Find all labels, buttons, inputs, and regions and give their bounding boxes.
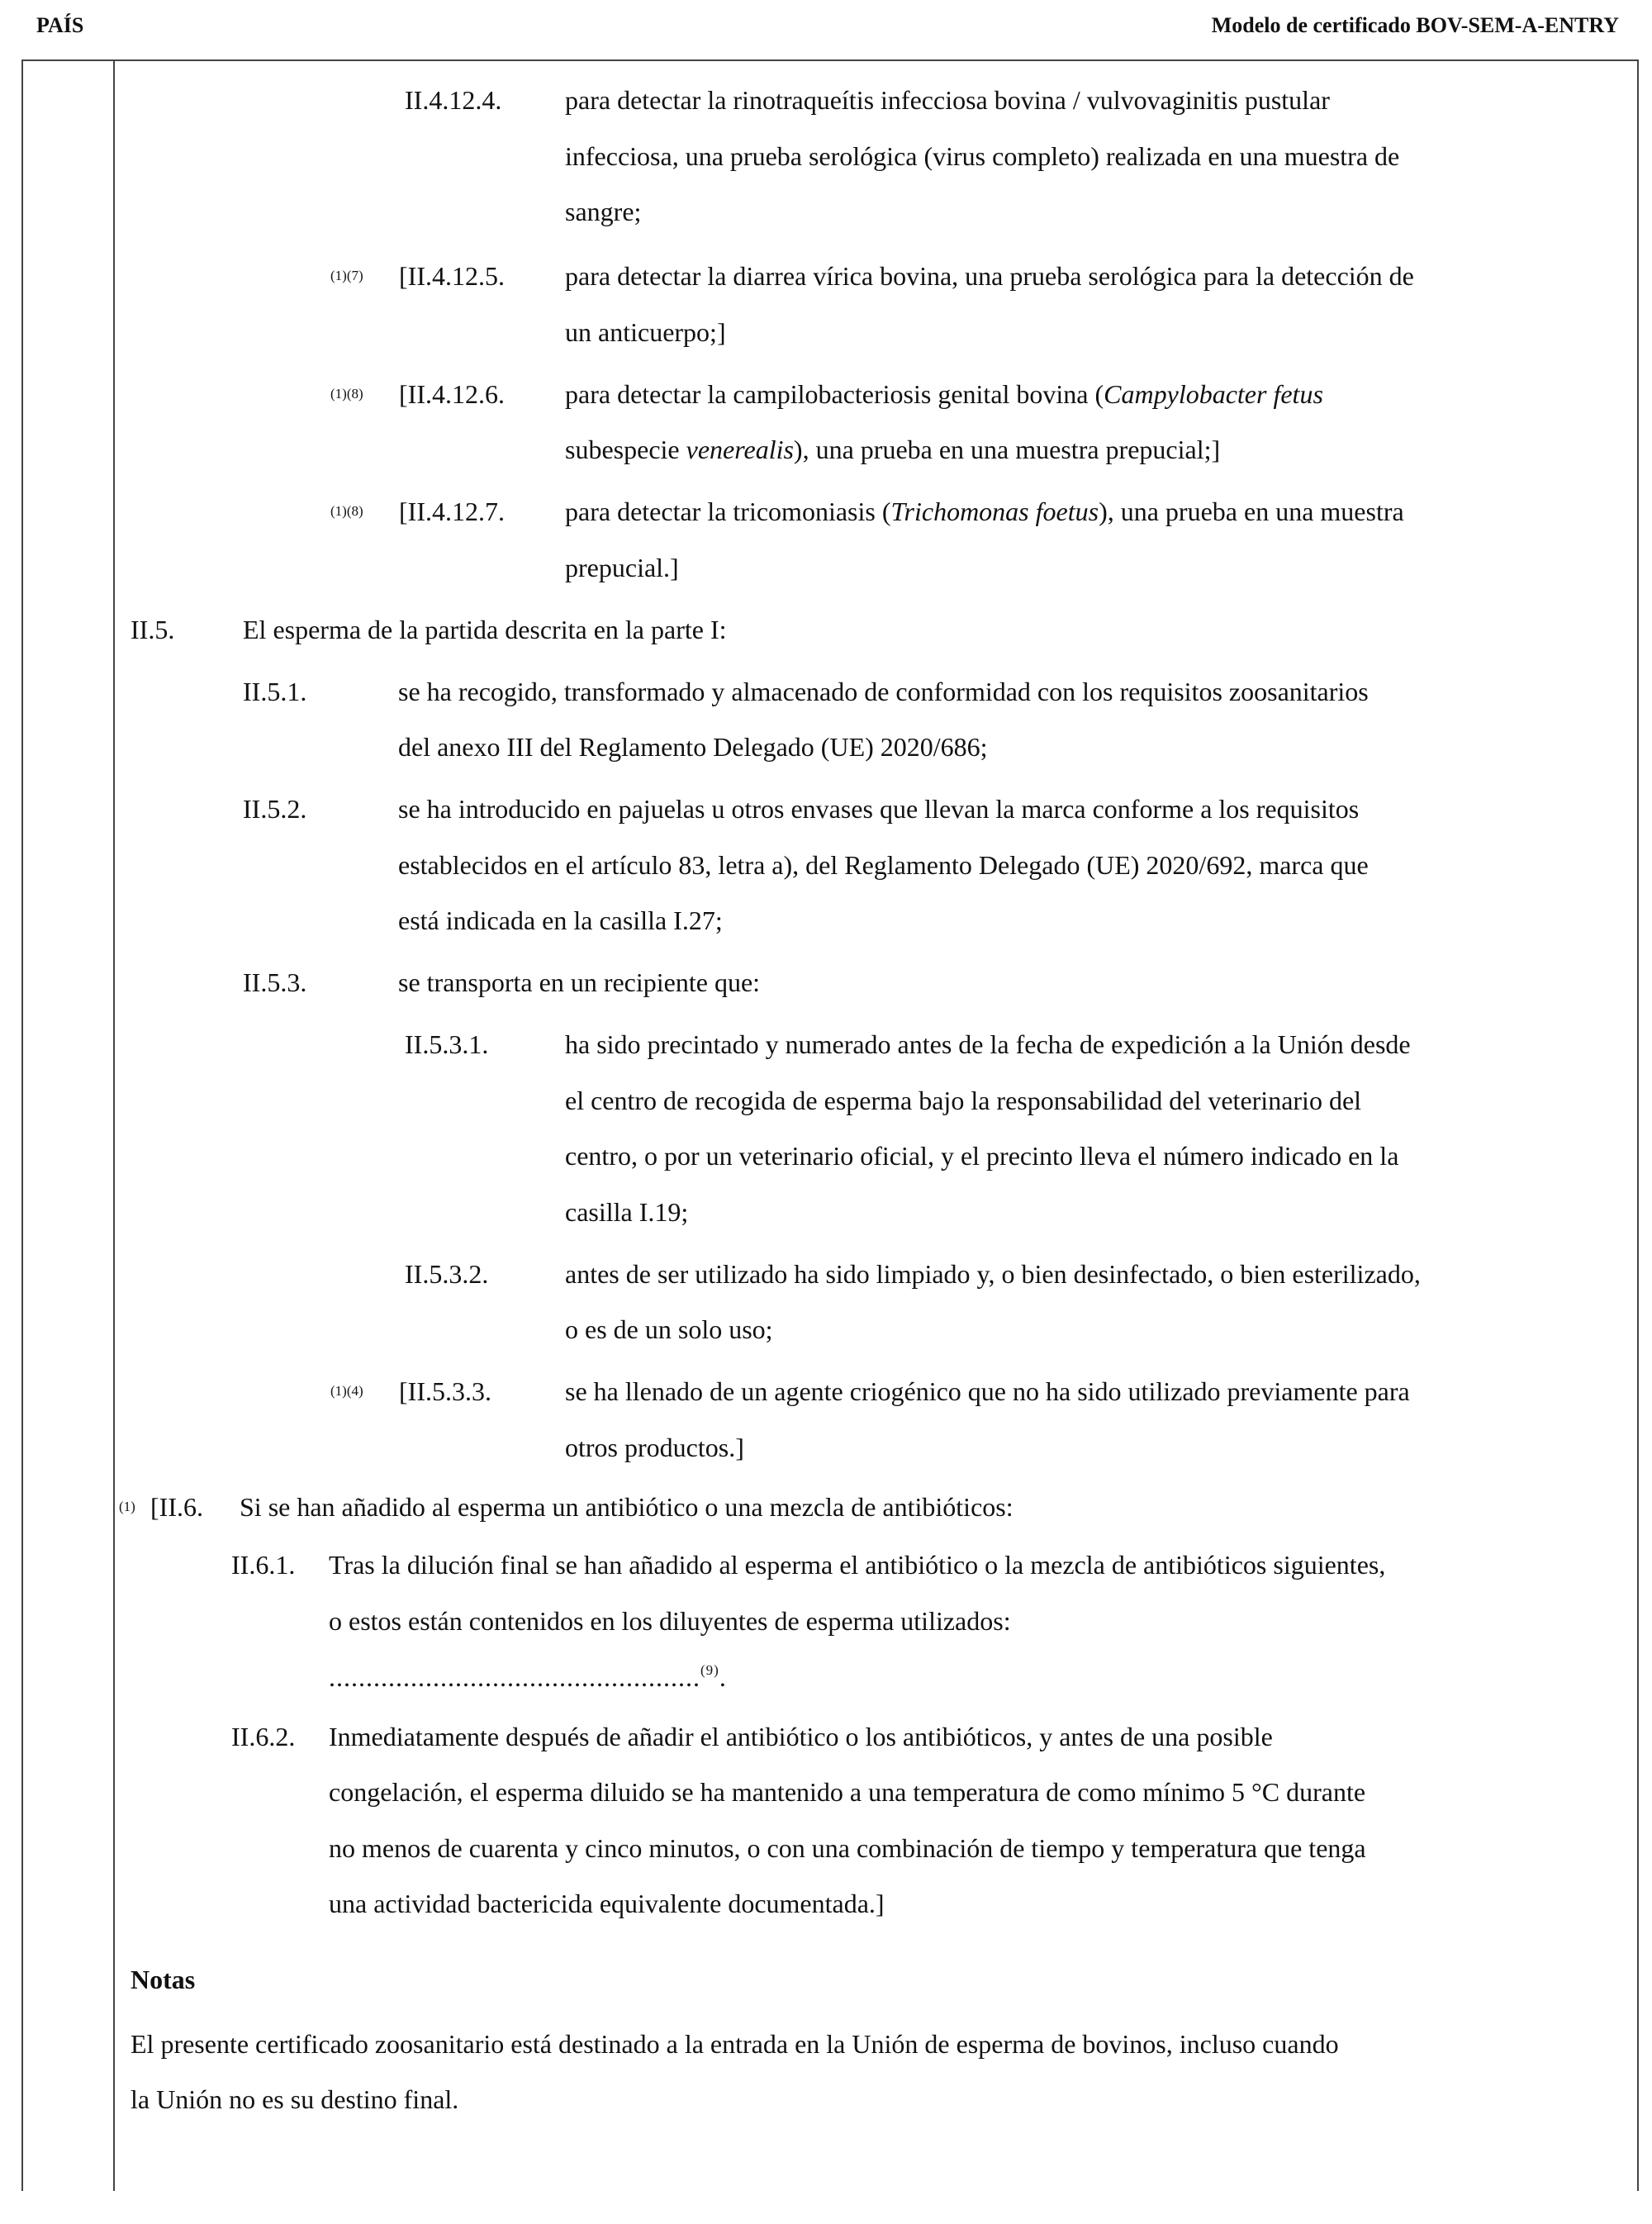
notes-text-line: El presente certificado zoosanitario está destinado a la entrada en la Unión de esperma de bovinos, incluso cuando [131, 2029, 1339, 2059]
item-text-line: el centro de recogida de esperma bajo la responsabilidad del veterinario del [565, 1086, 1362, 1115]
item-text-line: ha sido precintado y numerado antes de la fecha de expedición a la Unión desde [565, 1029, 1411, 1059]
footnote-ref: (1)(8) [330, 503, 363, 519]
item-number: II.4.12.4. [405, 85, 502, 115]
item-text-line: para detectar la campilobacteriosis genital bovina (Campylobacter fetus [565, 379, 1323, 409]
item-number: II.6.1. [231, 1550, 296, 1580]
item-number: II.6.2. [231, 1722, 296, 1751]
item-text-line: no menos de cuarenta y cinco minutos, o con una combinación de tiempo y temperatura que tenga [329, 1833, 1366, 1863]
item-text-line: se ha recogido, transformado y almacenado de conformidad con los requisitos zoosanitarios [398, 677, 1369, 706]
item-text-line: para detectar la rinotraqueítis infecciosa bovina / vulvovaginitis pustular [565, 85, 1330, 115]
item-number: [II.4.12.6. [399, 379, 505, 409]
table-right-border [1637, 59, 1639, 2191]
item-text-line: congelación, el esperma diluido se ha mantenido a una temperatura de como mínimo 5 °C durante [329, 1777, 1366, 1807]
item-text-line: infecciosa, una prueba serológica (virus completo) realizada en una muestra de [565, 141, 1400, 171]
item-number: [II.4.12.5. [399, 261, 505, 291]
item-text-line: sangre; [565, 197, 642, 226]
section-number: [II.6. [150, 1492, 203, 1522]
notes-text-line: la Unión no es su destino final. [131, 2084, 459, 2114]
item-text-line: Tras la dilución final se han añadido al esperma el antibiótico o la mezcla de antibióticos siguientes, [329, 1550, 1386, 1580]
item-text-line: otros productos.] [565, 1433, 744, 1462]
table-inner-border [113, 59, 115, 2191]
item-text-line: Inmediatamente después de añadir el antibiótico o los antibióticos, y antes de una posible [329, 1722, 1273, 1751]
section-text: Si se han añadido al esperma un antibiótico o una mezcla de antibióticos: [240, 1492, 1014, 1522]
item-text-line: está indicada en la casilla I.27; [398, 905, 723, 935]
item-text-line: se ha llenado de un agente criogénico que no ha sido utilizado previamente para [565, 1376, 1410, 1406]
item-text-line: prepucial.] [565, 553, 679, 582]
item-number: II.5.3.2. [405, 1259, 489, 1289]
item-number: [II.5.3.3. [399, 1376, 491, 1406]
item-text-line: antes de ser utilizado ha sido limpiado y, o bien desinfectado, o bien esterilizado, [565, 1259, 1421, 1289]
item-text-line: del anexo III del Reglamento Delegado (UE) 2020/686; [398, 732, 988, 762]
header-country: PAÍS [36, 13, 84, 37]
item-text-line: un anticuerpo;] [565, 317, 726, 347]
item-text-line: para detectar la tricomoniasis (Trichomonas foetus), una prueba en una muestra [565, 497, 1404, 526]
item-number: II.5.3.1. [405, 1029, 489, 1059]
item-text-line: o es de un solo uso; [565, 1314, 773, 1344]
item-text-line: una actividad bactericida equivalente documentada.] [329, 1889, 885, 1918]
footnote-ref: (1)(7) [330, 268, 363, 283]
footnote-ref: (1) [119, 1499, 135, 1514]
section-number: II.5. [131, 615, 175, 644]
header-model: Modelo de certificado BOV-SEM-A-ENTRY [1211, 13, 1619, 37]
item-text-line: subespecie venerealis), una prueba en una muestra prepucial;] [565, 435, 1221, 464]
footnote-ref: (1)(4) [330, 1383, 363, 1399]
item-number: II.5.1. [243, 677, 307, 706]
item-number: [II.4.12.7. [399, 497, 505, 526]
item-text-line: para detectar la diarrea vírica bovina, una prueba serológica para la detección de [565, 261, 1414, 291]
notes-title: Notas [131, 1965, 196, 1994]
item-text-line: se ha introducido en pajuelas u otros envases que llevan la marca conforme a los requisitos [398, 794, 1360, 824]
table-top-border [21, 59, 1639, 61]
item-text-line: se transporta en un recipiente que: [398, 967, 761, 997]
table-left-border [21, 59, 23, 2191]
item-text-line: o estos están contenidos en los diluyentes de esperma utilizados: [329, 1606, 1011, 1636]
item-text-line: establecidos en el artículo 83, letra a), del Reglamento Delegado (UE) 2020/692, marca que [398, 850, 1369, 880]
section-text: El esperma de la partida descrita en la parte I: [243, 615, 727, 644]
fill-in-dotted-line: ..................................................$^{(9)}$. [329, 1662, 727, 1692]
item-text-line: casilla I.19; [565, 1197, 689, 1227]
item-text-line: centro, o por un veterinario oficial, y el precinto lleva el número indicado en la [565, 1141, 1399, 1171]
footnote-ref: (1)(8) [330, 386, 363, 402]
item-number: II.5.3. [243, 967, 307, 997]
item-number: II.5.2. [243, 794, 307, 824]
